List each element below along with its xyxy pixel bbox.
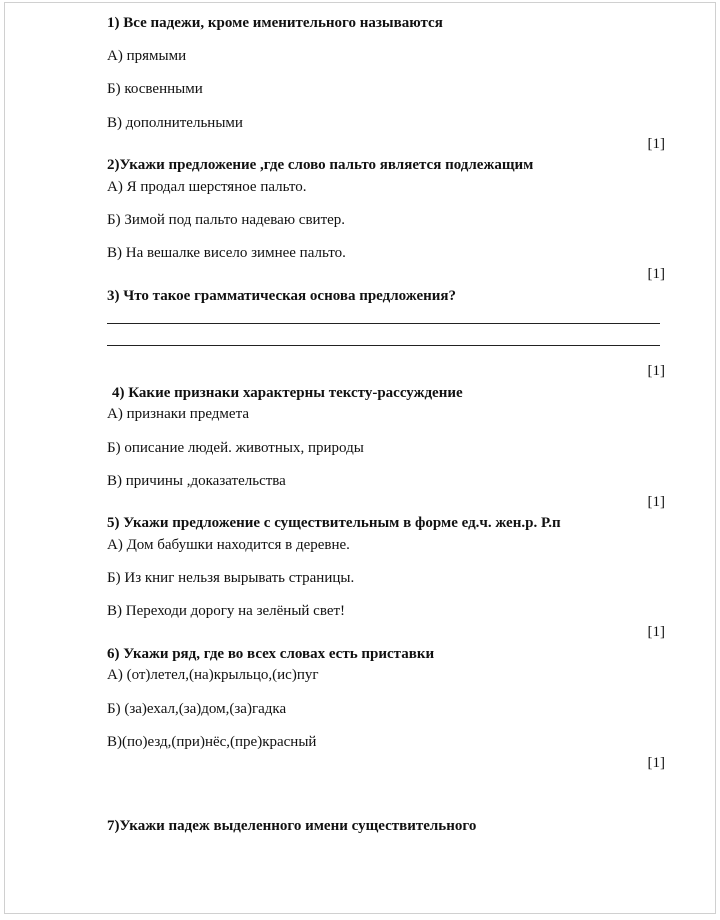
question-3-title: 3) Что такое грамматическая основа предложения? [107,288,457,304]
question-5-option-a: А) Дом бабушки находится в деревне. [107,537,350,553]
question-6-option-a: А) (от)летел,(на)крыльцо,(ис)пуг [107,667,319,683]
question-1-option-b: Б) косвенными [107,81,203,97]
question-3-mark: [1] [647,363,665,379]
question-7-title: 7)Укажи падеж выделенного имени существительного [107,818,477,834]
question-6-option-b: Б) (за)ехал,(за)дом,(за)гадка [107,701,287,717]
question-4-option-b: Б) описание людей. животных, природы [107,440,364,456]
answer-line-1 [107,323,660,324]
question-4-option-c: В) причины ,доказательства [107,473,286,489]
question-6-option-c: В)(по)езд,(при)нёс,(пре)красный [107,734,317,750]
question-1-mark: [1] [647,136,665,152]
question-2-title: 2)Укажи предложение ,где слово пальто является подлежащим [107,157,534,173]
question-6-mark: [1] [647,755,665,771]
question-5-mark: [1] [647,624,665,640]
question-4-mark: [1] [647,494,665,510]
question-1-option-c: В) дополнительными [107,115,243,131]
question-5-option-c: В) Переходи дорогу на зелёный свет! [107,603,346,619]
question-2-option-a: А) Я продал шерстяное пальто. [107,179,307,195]
question-2-option-b: Б) Зимой под пальто надеваю свитер. [107,212,346,228]
question-5-title: 5) Укажи предложение с существительным в форме ед.ч. жен.р. Р.п [107,515,561,531]
question-4-title: 4) Какие признаки характерны тексту-рассуждение [112,385,463,401]
question-5-option-b: Б) Из книг нельзя вырывать страницы. [107,570,355,586]
question-1-option-a: А) прямыми [107,48,187,64]
question-6-title: 6) Укажи ряд, где во всех словах есть приставки [107,646,435,662]
answer-line-2 [107,345,660,346]
question-2-option-c: В) На вешалке висело зимнее пальто. [107,245,346,261]
question-4-option-a: А) признаки предмета [107,406,249,422]
worksheet-page [4,2,716,914]
question-2-mark: [1] [647,266,665,282]
question-1-title: 1) Все падежи, кроме именительного называются [107,15,443,31]
